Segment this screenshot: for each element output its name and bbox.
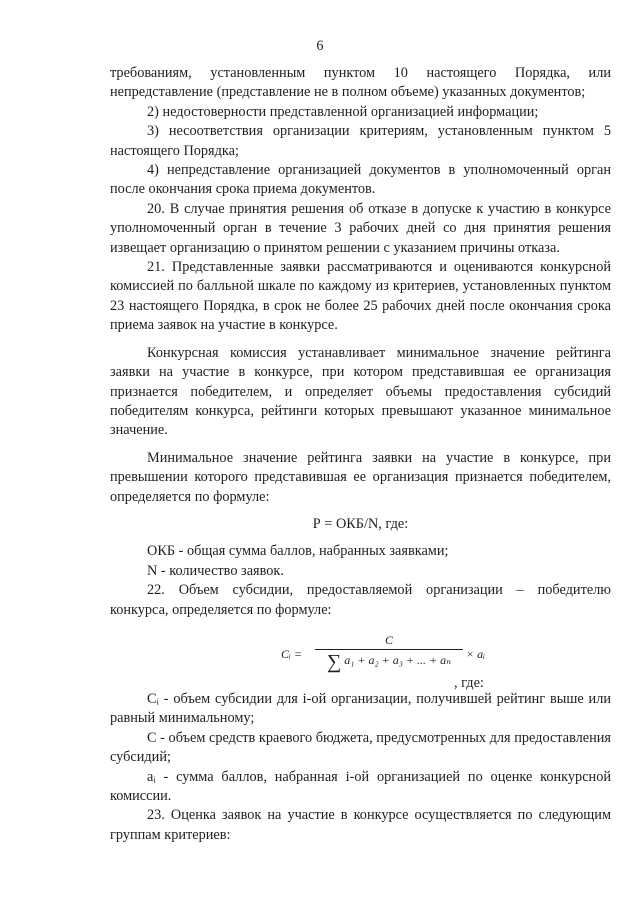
formula-where: , где: (454, 674, 484, 691)
definition-okb: ОКБ - общая сумма баллов, набранных заявками; (147, 543, 449, 560)
formula-numerator: C (384, 632, 393, 647)
formula-subsidy (110, 632, 611, 690)
formula-rating: Р = ОКБ/N, где: (312, 515, 409, 532)
paragraph-item-3: 3) несоответствия организации критериям, установленным пунктом 5 настоящего Порядка; (110, 123, 611, 159)
paragraph-min-rating: Минимальное значение рейтинга заявки на участие в конкурсе, при превышении которого представившая ее организация признается победителем, определяется по формуле: (110, 449, 611, 505)
definition-n: N - количество заявок. (147, 562, 284, 579)
formula-multiplier: × aᵢ (466, 646, 485, 661)
spacer (110, 534, 611, 542)
formula-denominator: a₁ + a₂ + a₃ + ... + aₙ (344, 652, 452, 667)
formula-lhs: Cᵢ = (281, 646, 302, 661)
paragraph-23: 23. Оценка заявок на участие в конкурсе осуществляется по следующим группам критериев: (110, 807, 611, 843)
formula-denominator-row (315, 650, 463, 673)
paragraph-item-2: 2) недостоверности представленной организацией информации; (147, 103, 539, 120)
paragraph-22: 22. Объем субсидии, предоставляемой организации – победителю конкурса, определяется по формуле: (110, 582, 611, 618)
sigma-symbol: ∑ (326, 650, 342, 673)
fraction-bar (315, 649, 463, 650)
paragraph-item-4: 4) непредставление организацией документов в уполномоченный орган после окончания срока приема документов. (110, 162, 611, 198)
paragraph-21: 21. Представленные заявки рассматриваются и оцениваются конкурсной комиссией по балльной шкале по каждому из критериев, установленных пунктом 23 настоящего Порядка, в срок не более 25 рабочих дней после окончания срока приема заявок на участие в конкурсе. (110, 259, 611, 334)
spacer (110, 441, 611, 449)
paragraph-commission: Конкурсная комиссия устанавливает минимальное значение рейтинга заявки на участие в конкурсе, при котором представившая ее организация признается победителем, и определяет объемы предоставления субсидий победителям конкурса, рейтинги которых превышают указанное минимальное значение. (110, 344, 611, 439)
spacer (110, 507, 611, 515)
definition-ci: Cᵢ - объем субсидии для i-ой организации, получившей рейтинг выше или равный минимальному; (110, 690, 611, 727)
paragraph-continuation: требованиям, установленным пунктом 10 настоящего Порядка, или непредставление (представление не в полном объеме) указанных документов; (110, 65, 611, 101)
formula-fraction (315, 632, 463, 673)
page-number: 6 (316, 38, 324, 54)
definition-ai: aᵢ - сумма баллов, набранная i-ой организацией по оценке конкурсной комиссии. (110, 768, 611, 804)
definition-c: С - объем средств краевого бюджета, предусмотренных для предоставления субсидий; (110, 729, 611, 766)
spacer (110, 336, 611, 344)
paragraph-20: 20. В случае принятия решения об отказе в допуске к участию в конкурсе уполномоченный орган в течение 3 рабочих дней со дня принятия решения извещает организацию о принятом решении с указанием причины отказа. (110, 200, 611, 256)
document-body (110, 64, 611, 845)
